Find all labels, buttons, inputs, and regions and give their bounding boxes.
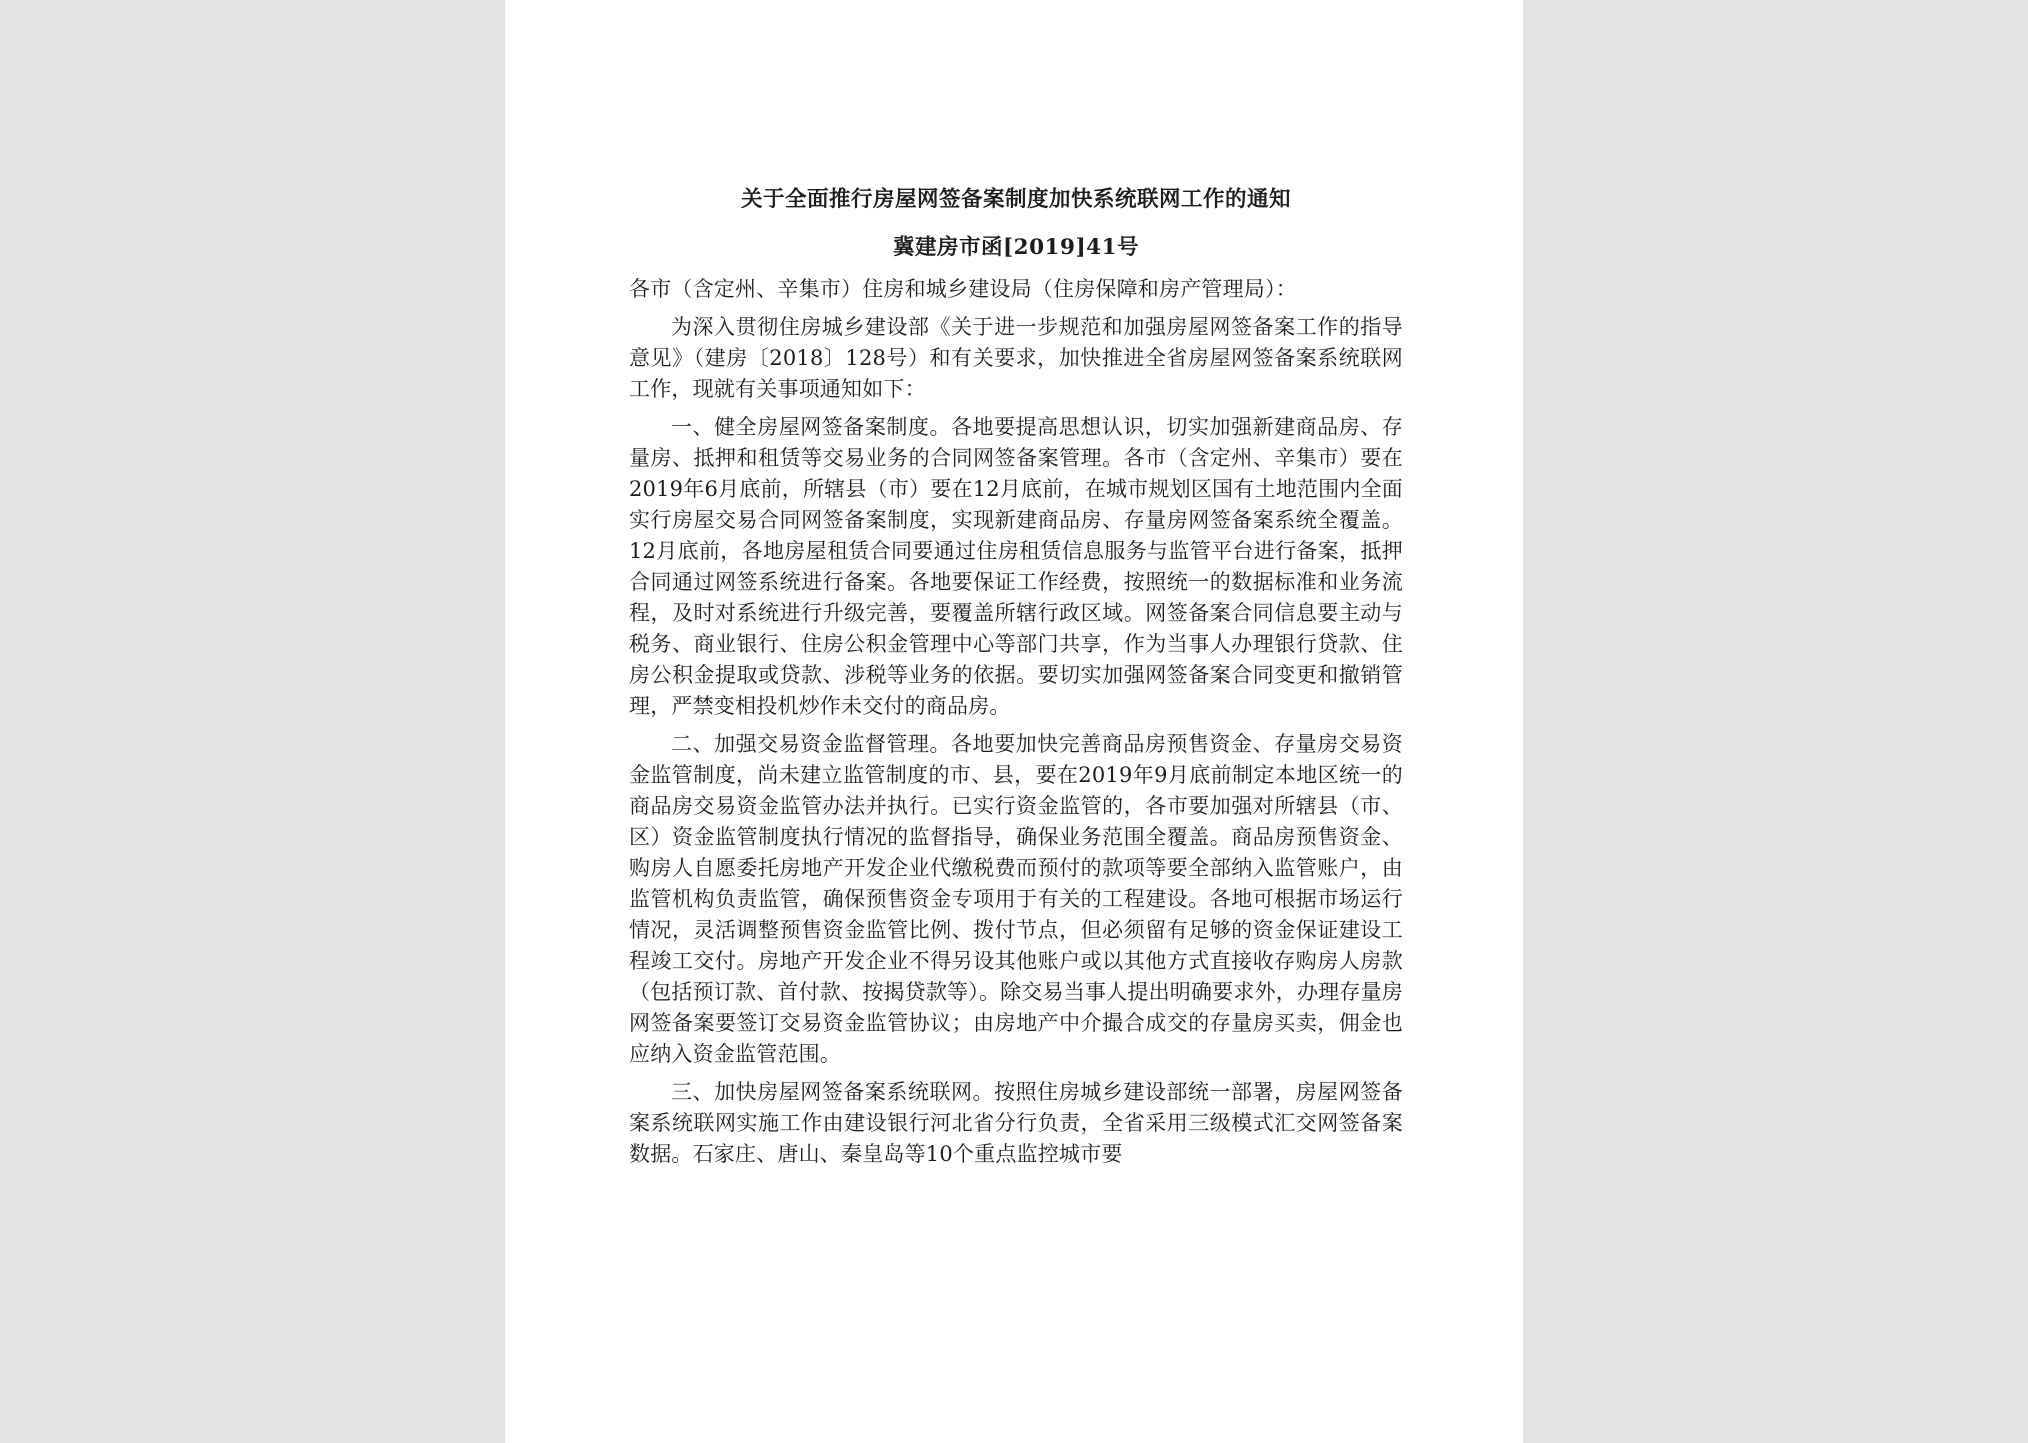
paragraph-section-2: 二、加强交易资金监督管理。各地要加快完善商品房预售资金、存量房交易资金监管制度，尚未建立监管制度的市、县，要在2019年9月底前制定本地区统一的商品房交易资金监管办法并执行。已实行资金监管的，各市要加强对所辖县（市、区）资金监管制度执行情况的监督指导，确保业务范围全覆盖。商品房预售资金、购房人自愿委托房地产开发企业代缴税费而预付的款项等要全部纳入监管账户，由监管机构负责监管，确保预售资金专项用于有关的工程建设。各地可根据市场运行情况，灵活调整预售资金监管比例、拨付节点，但必须留有足够的资金保证建设工程竣工交付。房地产开发企业不得另设其他账户或以其他方式直接收存购房人房款（包括预订款、首付款、按揭贷款等）。除交易当事人提出明确要求外，办理存量房网签备案要签订交易资金监管协议；由房地产中介撮合成交的存量房买卖，佣金也应纳入资金监管范围。 [629, 732, 1403, 1066]
paragraph-section-3: 三、加快房屋网签备案系统联网。按照住房城乡建设部统一部署，房屋网签备案系统联网实施工作由建设银行河北省分行负责，全省采用三级模式汇交网签备案数据。石家庄、唐山、秦皇岛等10个重点监控城市要 [629, 1080, 1403, 1166]
page-content [629, 180, 1403, 1177]
document-number: 冀建房市函[2019]41号 [892, 235, 1140, 260]
paragraph-intro: 为深入贯彻住房城乡建设部《关于进一步规范和加强房屋网签备案工作的指导意见》（建房〔2018〕128号）和有关要求，加快推进全省房屋网签备案系统联网工作，现就有关事项通知如下： [629, 315, 1403, 401]
document-page [505, 0, 1523, 1443]
document-title: 关于全面推行房屋网签备案制度加快系统联网工作的通知 [740, 187, 1291, 212]
salutation: 各市（含定州、辛集市）住房和城乡建设局（住房保障和房产管理局）： [629, 277, 1297, 301]
paragraph-section-1: 一、健全房屋网签备案制度。各地要提高思想认识，切实加强新建商品房、存量房、抵押和租赁等交易业务的合同网签备案管理。各市（含定州、辛集市）要在2019年6月底前，所辖县（市）要在12月底前，在城市规划区国有土地范围内全面实行房屋交易合同网签备案制度，实现新建商品房、存量房网签备案系统全覆盖。12月底前，各地房屋租赁合同要通过住房租赁信息服务与监管平台进行备案，抵押合同通过网签系统进行备案。各地要保证工作经费，按照统一的数据标准和业务流程，及时对系统进行升级完善，要覆盖所辖行政区域。网签备案合同信息要主动与税务、商业银行、住房公积金管理中心等部门共享，作为当事人办理银行贷款、住房公积金提取或贷款、涉税等业务的依据。要切实加强网签备案合同变更和撤销管理，严禁变相投机炒作未交付的商品房。 [629, 415, 1403, 718]
